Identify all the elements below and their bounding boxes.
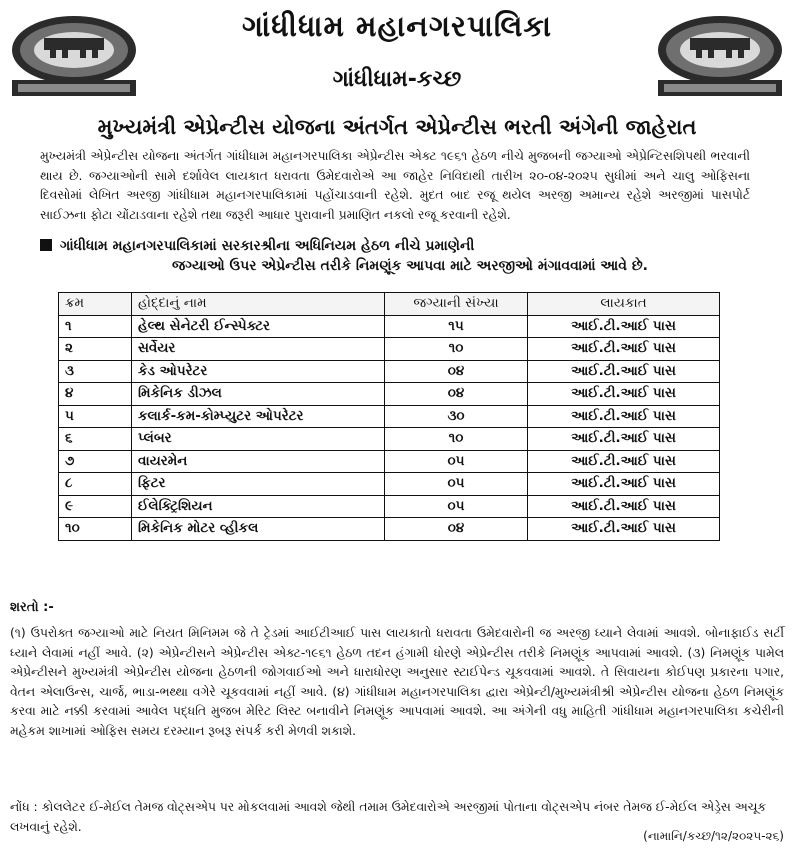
table-header-row [59, 293, 720, 316]
cell-post: કેડ ઓપરેટર [132, 360, 385, 383]
cell-serial: ૯ [59, 495, 132, 518]
section-heading [40, 236, 760, 276]
table-row [59, 405, 720, 428]
cell-count: ૩૦ [385, 405, 528, 428]
cell-serial: ૭ [59, 450, 132, 473]
table-row [59, 383, 720, 406]
cell-qualification: આઈ.ટી.આઈ પાસ [528, 450, 720, 473]
cell-serial: ૫ [59, 405, 132, 428]
cell-serial: ૨ [59, 338, 132, 361]
cell-post: મિકેનિક મોટર વ્હીકલ [132, 518, 385, 541]
cell-post: મિકેનિક ડીઝલ [132, 383, 385, 406]
cell-post: સર્વેયર [132, 338, 385, 361]
cell-post: ઈલેક્ટ્રિશિયન [132, 495, 385, 518]
reference-number: (નામાનિ/કચ્છ/૧૨/૨૦૨૫-૨૬) [643, 829, 784, 843]
cell-qualification: આઈ.ટી.આઈ પાસ [528, 473, 720, 496]
table-row [59, 360, 720, 383]
cell-post: વાયરમેન [132, 450, 385, 473]
header-vacancies: જગ્યાની સંખ્યા [385, 293, 528, 316]
cell-count: ૦૫ [385, 450, 528, 473]
terms-heading: શરતો :- [10, 600, 54, 615]
note-paragraph: નોંધ : કોલલેટર ઈ-મેઈલ તેમજ વોટ્સએપ પર મોકલવામાં આવશે જેથી તમામ ઉમેદવારોએ અરજીમાં પોતાના વોટ્સએપ નંબર તેમજ ઈ-મેઈલ એડ્રેસ અચૂક લખવાનું રહેશે. [10, 800, 767, 834]
table-row [59, 428, 720, 451]
cell-count: ૦૪ [385, 518, 528, 541]
table-row [59, 495, 720, 518]
table-row [59, 473, 720, 496]
cell-count: ૦૪ [385, 360, 528, 383]
cell-serial: ૩ [59, 360, 132, 383]
cell-serial: ૧ [59, 315, 132, 338]
cell-post: હેલ્થ સેનેટરી ઈન્સ્પેક્ટર [132, 315, 385, 338]
cell-post: પ્લંબર [132, 428, 385, 451]
cell-count: ૧૦ [385, 338, 528, 361]
header-qualification: લાયકાત [528, 293, 720, 316]
cell-qualification: આઈ.ટી.આઈ પાસ [528, 338, 720, 361]
vacancy-table [58, 292, 720, 541]
terms-paragraph: (૧) ઉપરોક્ત જગ્યાઓ માટે નિયત મિનિમમ જે તે ટ્રેડમાં આઈટીઆઈ પાસ લાયકાતો ધરાવતા ઉમેદવારોની જ અરજી ધ્યાને લેવામાં આવશે. બોનાફાઈડ સર્ટી ધ્યાને લેવામાં નહીં આવે. (૨) એપ્રેન્ટીસને એપ્રેન્ટીસ એક્ટ-૧૯૬૧ હેઠળ તદન હંગામી ધોરણે એપ્રેન્ટીસ તરીકે નિમણૂંક આપવામાં આવશે. (૩) નિમણૂંક પામેલ એપ્રેન્ટીસને મુખ્યમંત્રી એપ્રેન્ટીસ યોજના હેઠળની જોગવાઈઓ અને ધારાધોરણ અનુસાર સ્ટાઈપેન્ડ ચૂકવવામાં આવશે. તે સિવાયના કોઈપણ પ્રકારના પગાર, વેતન એલાઉન્સ, ચાર્જ, ભાડા-ભથ્થા વગેરે ચૂકવવામાં નહીં આવે. (૪) ગાંધીધામ મહાનગરપાલિકા દ્વારા એપ્રેન્ટી/મુખ્યમંત્રીશ્રી એપ્રેન્ટીસ યોજના હેઠળ નિમણૂંક કરવા માટે નક્કી કરવામાં આવેલ પદ્ધતિ મુજબ મેરિટ લિસ્ટ બનાવીને નિમણૂંક આપવામાં આવશે. આ અંગેની વધુ માહિતી ગાંધીધામ મહાનગરપાલિકા કચેરીની મહેકમ શાખામાં ઓફિસ સમય દરમ્યાન રૂબરૂ સંપર્ક કરી મેળવી શકાશે. [10, 626, 784, 738]
table-row [59, 338, 720, 361]
cell-count: ૧૦ [385, 428, 528, 451]
section-heading-line2: જગ્યાઓ ઉપર એપ્રેન્ટીસ તરીકે નિમણૂંક આપવા માટે અરજીઓ મંગાવવામાં આવે છે. [172, 258, 648, 274]
table-row [59, 450, 720, 473]
cell-count: ૧૫ [385, 315, 528, 338]
page-title: ગાંધીધામ મહાનગરપાલિકા [242, 9, 552, 43]
intro-paragraph: મુખ્યમંત્રી એપ્રેન્ટીસ યોજના અંતર્ગત ગાંધીધામ મહાનગરપાલિકા એપ્રેન્ટીસ એક્ટ ૧૯૬૧ હેઠળ નીચે મુજબની જગ્યાઓ એપ્રેન્ટિસશિપથી ભરવાની થાય છે. જગ્યાઓની સામે દર્શાવેલ લાયકાત ધરાવતા ઉમેદવારોએ આ જાહેર નિવિદાથી તારીખ ૨૦-૦૪-૨૦૨૫ સુધીમાં અને ચાલુ ઓફિસના દિવસોમાં લેખિત અરજી ગાંધીધામ મહાનગરપાલિકામાં પહોંચાડવાની રહેશે. મુદત બાદ રજૂ થયેલ અરજી અમાન્ય રહેશે અરજીમાં પાસપોર્ટ સાઈઝના ફોટા ચોંટાડવાના રહેશે તથા જરૂરી આધાર પુરાવાની પ્રમાણિત નકલો રજૂ કરવાની રહેશે. [40, 149, 750, 222]
cell-count: ૦૪ [385, 383, 528, 406]
cell-qualification: આઈ.ટી.આઈ પાસ [528, 315, 720, 338]
table-row [59, 518, 720, 541]
cell-qualification: આઈ.ટી.આઈ પાસ [528, 518, 720, 541]
notice-headline: મુખ્યમંત્રી એપ્રેન્ટીસ યોજના અંતર્ગત એપ્રેન્ટીસ ભરતી અંગેની જાહેરાત [97, 115, 697, 139]
cell-count: ૦૫ [385, 495, 528, 518]
cell-post: ફિટર [132, 473, 385, 496]
cell-serial: ૧૦ [59, 518, 132, 541]
square-bullet-icon [40, 239, 52, 251]
cell-count: ૦૫ [385, 473, 528, 496]
cell-qualification: આઈ.ટી.આઈ પાસ [528, 360, 720, 383]
page-subtitle: ગાંધીધામ-કચ્છ [332, 67, 462, 92]
section-heading-line1: ગાંધીધામ મહાનગરપાલિકામાં સરકારશ્રીના અધિનિયમ હેઠળ નીચે પ્રમાણેની [60, 238, 475, 254]
header-serial: ક્રમ [59, 293, 132, 316]
cell-qualification: આઈ.ટી.આઈ પાસ [528, 495, 720, 518]
municipal-emblem-logo [6, 6, 142, 102]
cell-qualification: આઈ.ટી.આઈ પાસ [528, 405, 720, 428]
cell-serial: ૪ [59, 383, 132, 406]
cell-serial: ૮ [59, 473, 132, 496]
cell-serial: ૬ [59, 428, 132, 451]
header-post-name: હોદ્દાનું નામ [132, 293, 385, 316]
table-row [59, 315, 720, 338]
cell-qualification: આઈ.ટી.આઈ પાસ [528, 383, 720, 406]
cell-post: કલાર્ક-કમ-કોમ્પ્યુટર ઓપરેટર [132, 405, 385, 428]
municipal-emblem-logo-right [652, 6, 788, 102]
cell-qualification: આઈ.ટી.આઈ પાસ [528, 428, 720, 451]
